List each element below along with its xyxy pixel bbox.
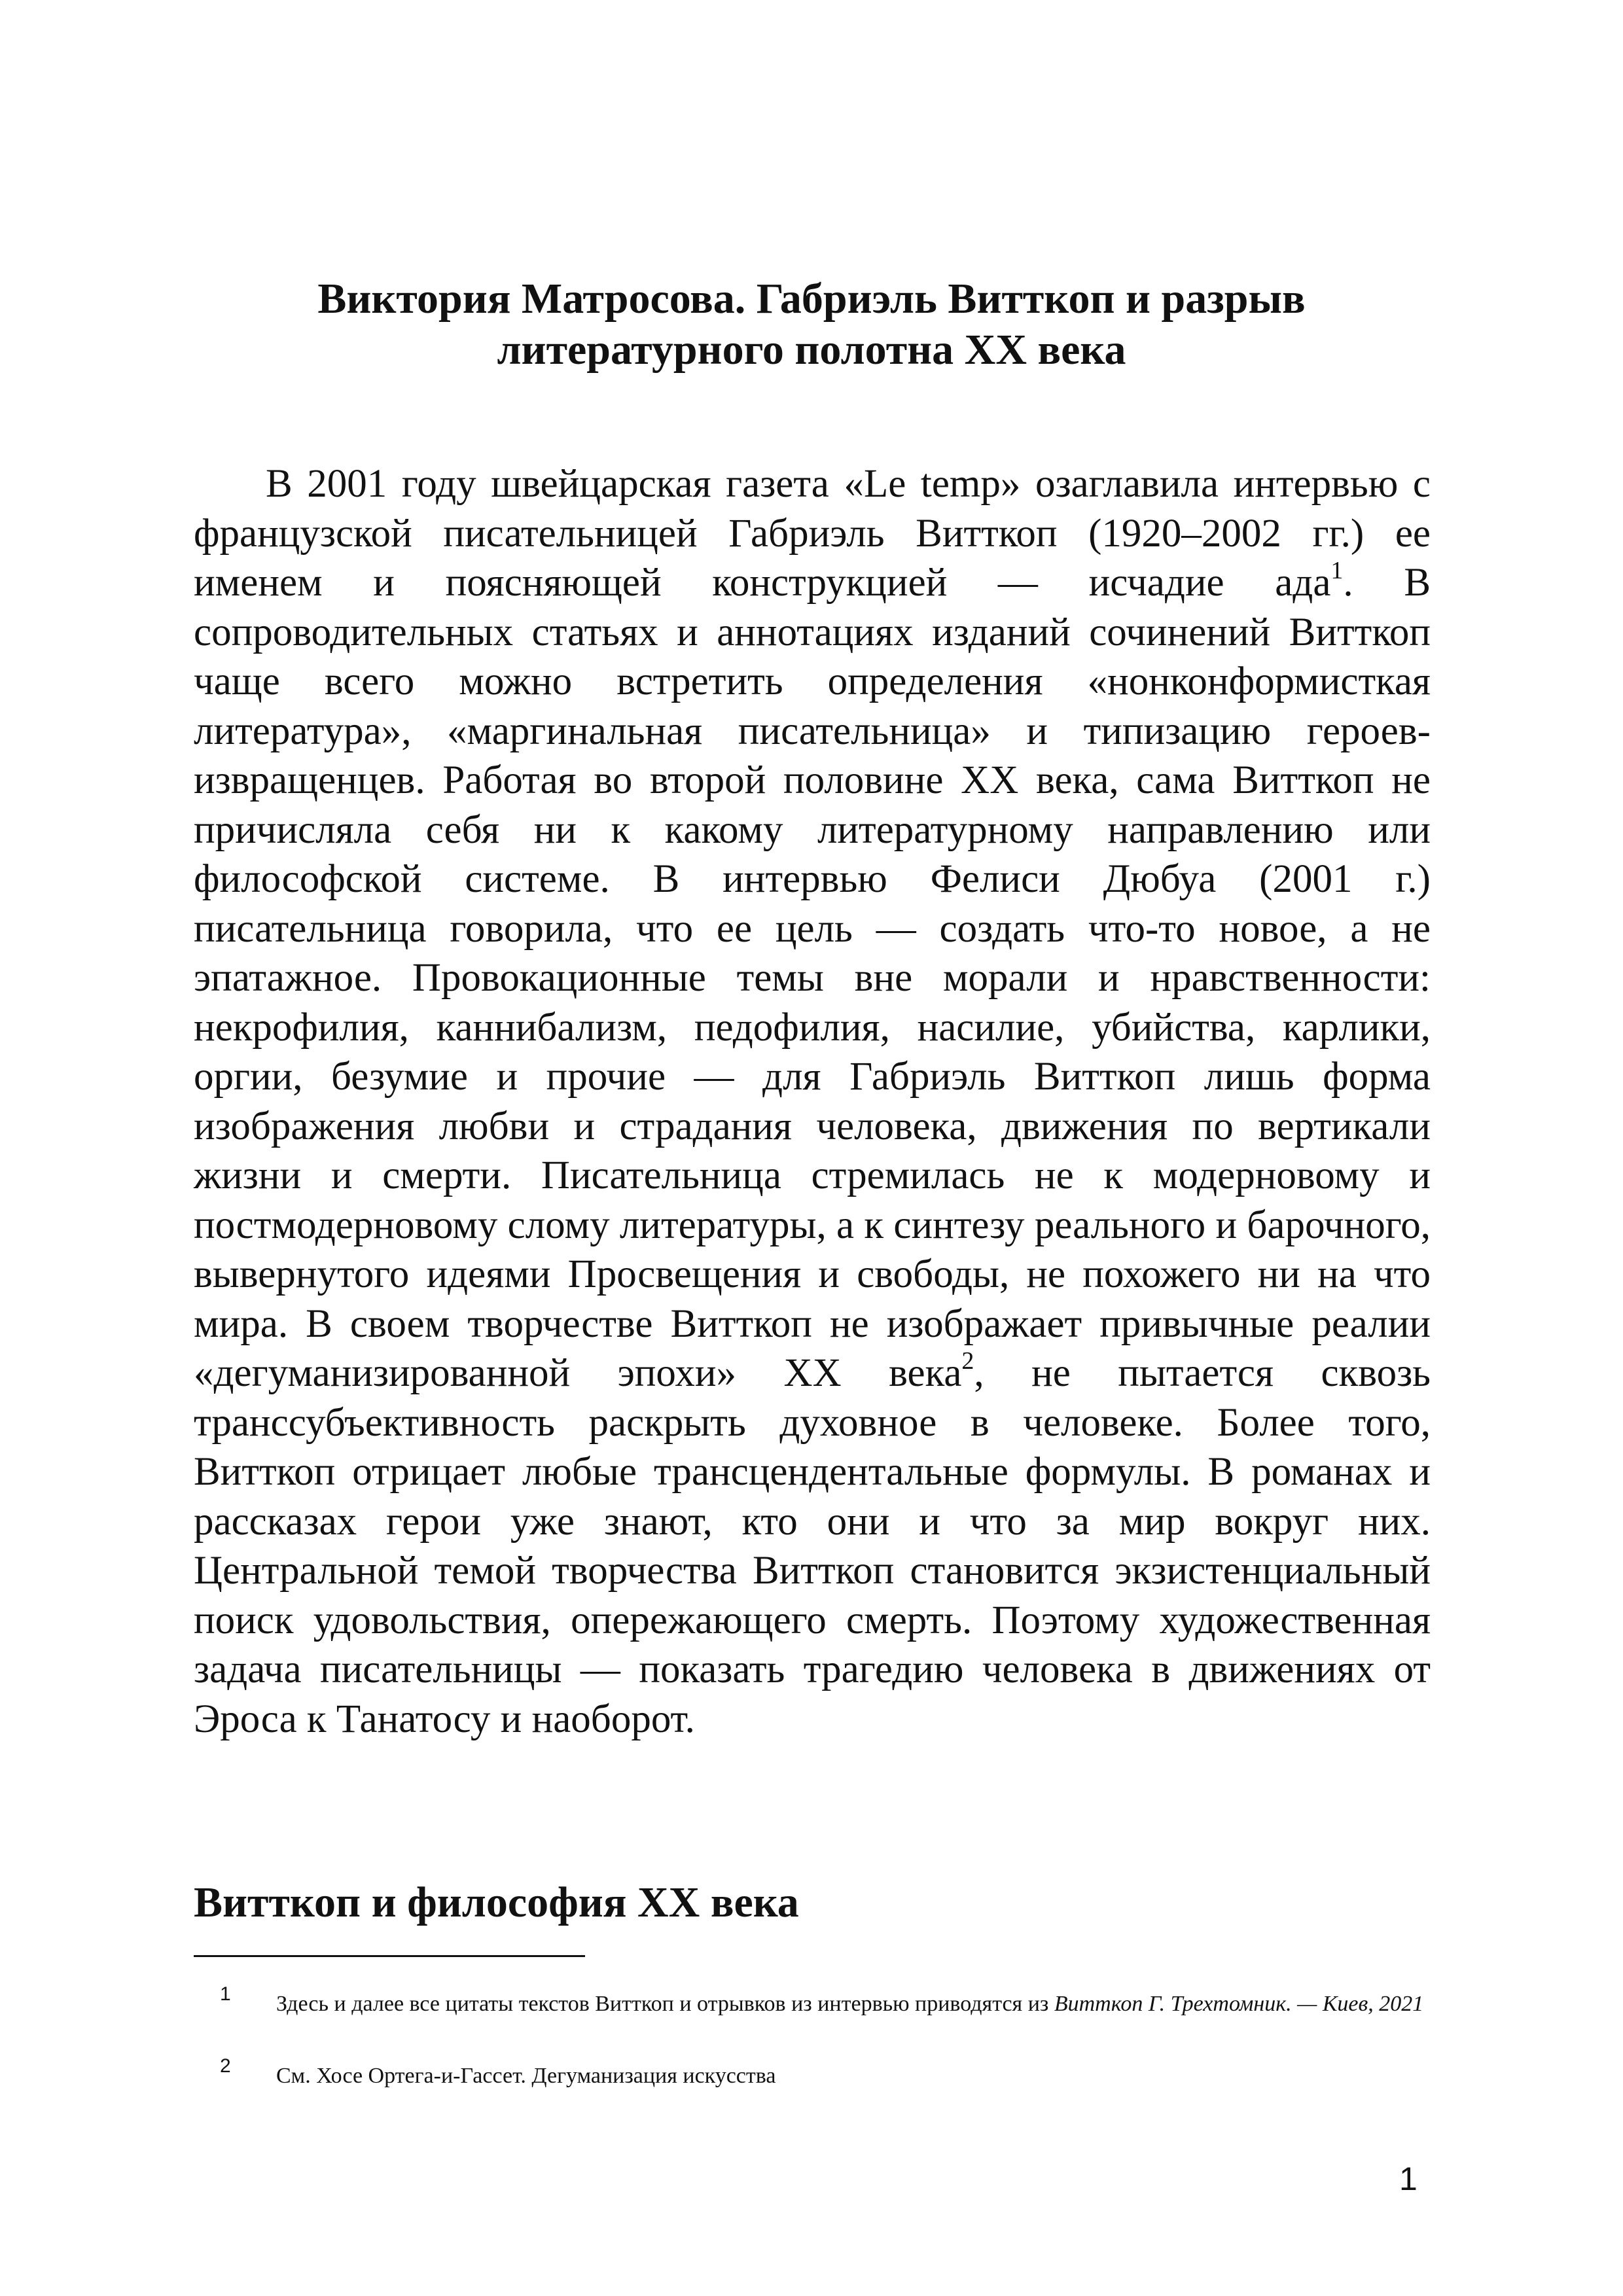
section-heading: Витткоп и философия XX века [194, 1879, 799, 1926]
title-line-1: Виктория Матросова. Габриэль Витткоп и разрыв [317, 275, 1306, 323]
footnote-ref-2[interactable]: 2 [961, 1347, 974, 1375]
paragraph-text-part-1: В 2001 году швейцарская газета «Le temp» озаглавила интервью с французской писательницей Габриэль Витткоп (1920–2002 гг.) ее именем и поясняющей конструкцией — исчадие ада [194, 462, 1431, 605]
footnote-text [276, 1989, 1431, 2019]
footnote-separator [194, 1955, 585, 1957]
paragraph-text-part-3: , не пытается сквозь транссубъективность раскрыть духовное в человеке. Более того, Витткоп отрицает любые трансцендентальные формулы. В романах и рассказах герои уже знают, кто они и что за мир вокруг них. Центральной темой творчества Витткоп становится экзистенциальный поиск удовольствия, опережающего смерть. Поэтому художественная задача писательницы — показать трагедию человека в движениях от Эроса к Танатосу и наоборот. [194, 1351, 1431, 1741]
main-paragraph [194, 459, 1431, 1744]
footnote-number: 1 [220, 1983, 231, 2005]
footnote-text-plain: Здесь и далее все цитаты текстов Витткоп и отрывков из интервью приводятся из [276, 1992, 1054, 2016]
footnote-ref-1[interactable]: 1 [1330, 557, 1344, 584]
footnote-text-italic: Витткоп Г. Трехтомник. — Киев, 2021 [1054, 1992, 1424, 2016]
title-line-2: литературного полотна XX века [497, 326, 1126, 374]
page-number: 1 [1399, 2161, 1418, 2197]
article-title [196, 274, 1427, 376]
paragraph-text-part-2: . В сопроводительных статьях и аннотациях изданий сочинений Витткоп чаще всего можно встретить определения «нонконформисткая литература», «маргинальная писательница» и типизацию героев-извращенцев. Работая во второй половине XX века, сама Витткоп не причисляла себя ни к какому литературному направлению или философской системе. В интервью Фелиси Дюбуа (2001 г.) писательница говорила, что ее цель — создать что-то новое, а не эпатажное. Провокационные темы вне морали и нравственности: некрофилия, каннибализм, педофилия, насилие, убийства, карлики, оргии, безумие и прочие — для Габриэль Витткоп лишь форма изображения любви и страдания человека, движения по вертикали жизни и смерти. Писательница стремилась не к модерновому и постмодерновому слому литературы, а к синтезу реального и барочного, вывернутого идеями Просвещения и свободы, не похожего ни на что мира. В своем творчестве Витткоп не изображает привычные реалии «дегуманизированной эпохи» XX века [194, 561, 1431, 1395]
footnote-number: 2 [220, 2055, 231, 2077]
footnote-text: См. Хосе Ортега-и-Гассет. Дегуманизация искусства [276, 2064, 776, 2088]
